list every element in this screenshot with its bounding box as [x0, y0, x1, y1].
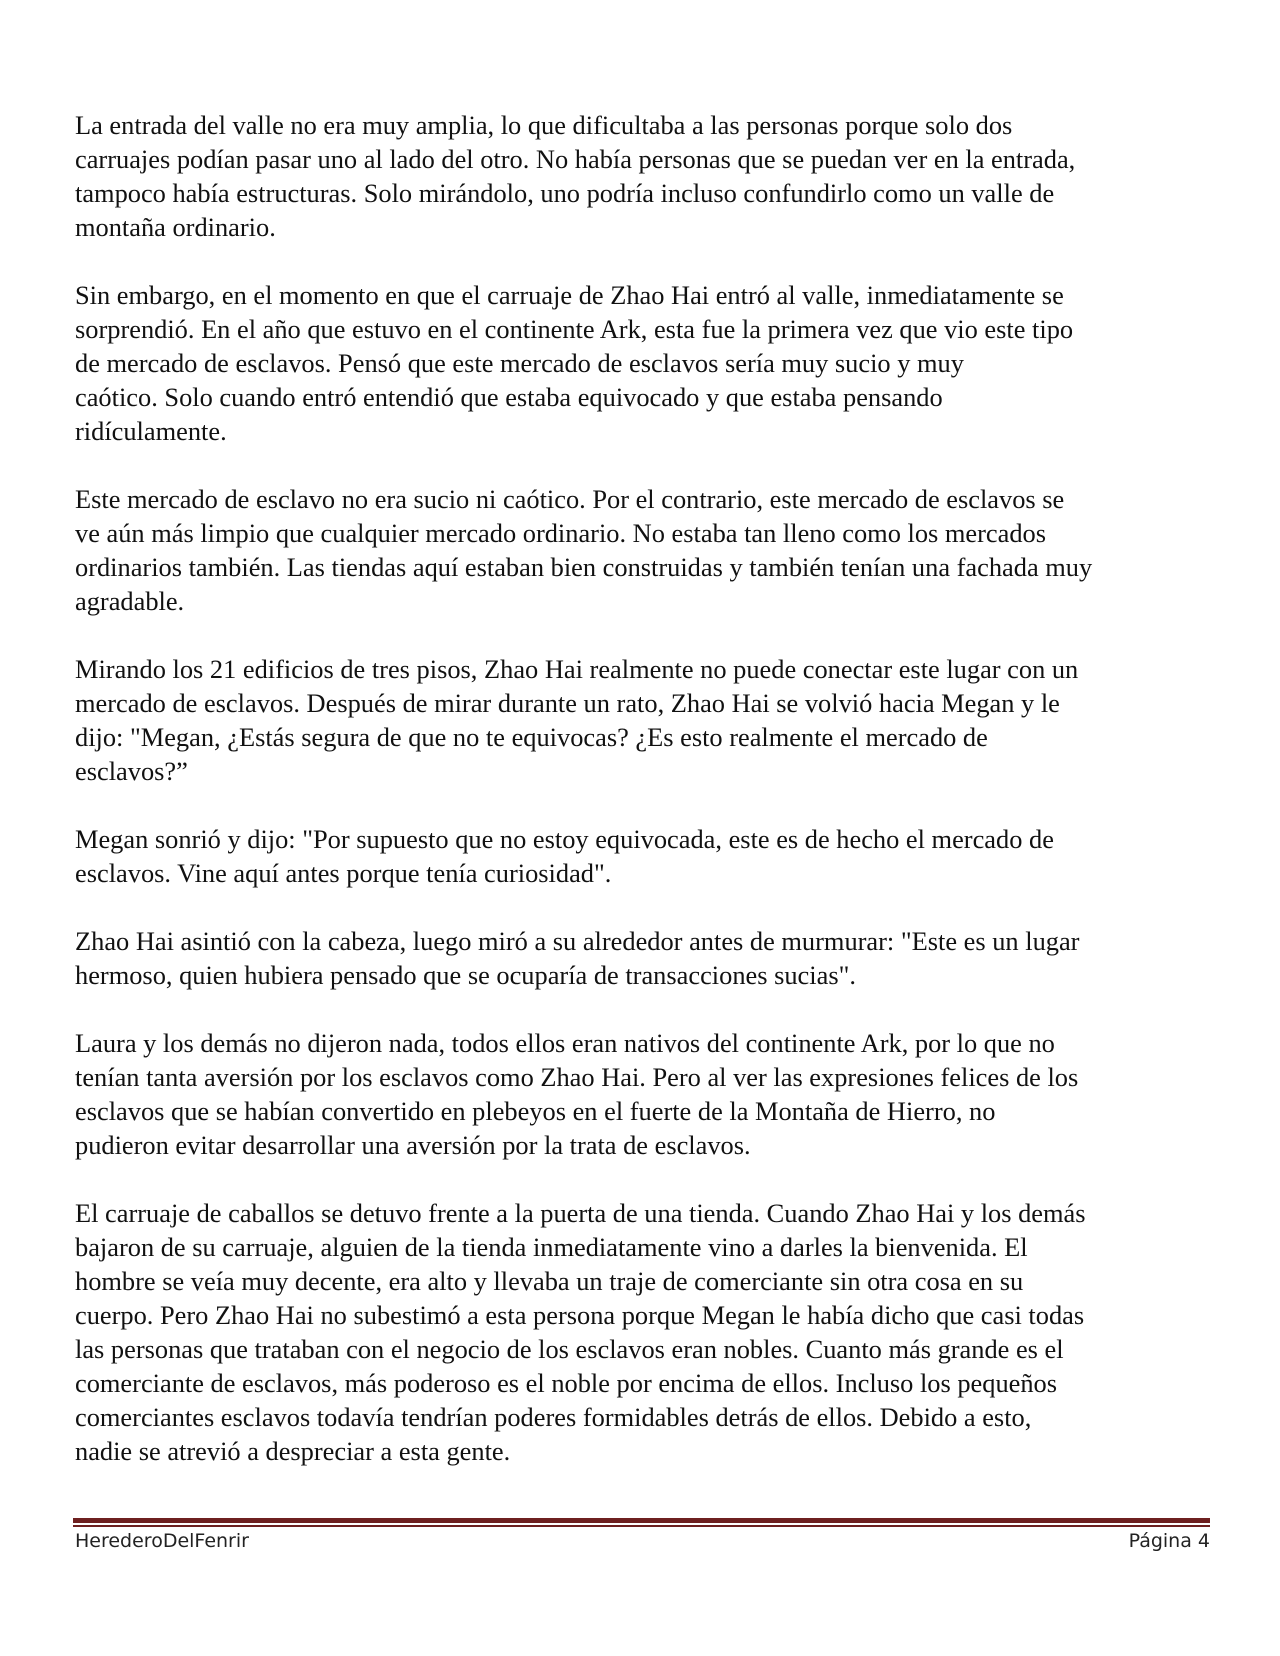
text-line: bajaron de su carruaje, alguien de la tienda inmediatamente vino a darles la bienvenida. El [75, 1232, 1028, 1262]
text-line: sorprendió. En el año que estuvo en el continente Ark, esta fue la primera vez que vio este tipo [75, 314, 1074, 344]
text-line: montaña ordinario. [75, 212, 276, 242]
document-body [75, 108, 1215, 1502]
text-line: ridículamente. [75, 416, 227, 446]
paragraph [75, 1196, 1215, 1468]
paragraph [75, 652, 1215, 788]
text-line: de mercado de esclavos. Pensó que este mercado de esclavos sería muy sucio y muy [75, 348, 964, 378]
text-line: ve aún más limpio que cualquier mercado ordinario. No estaba tan lleno como los mercados [75, 518, 1047, 548]
text-line: Este mercado de esclavo no era sucio ni caótico. Por el contrario, este mercado de esclavos se [75, 484, 1065, 514]
text-line: pudieron evitar desarrollar una aversión por la trata de esclavos. [75, 1130, 751, 1160]
text-line: tampoco había estructuras. Solo mirándolo, uno podría incluso confundirlo como un valle de [75, 178, 1055, 208]
text-line: las personas que trataban con el negocio de los esclavos eran nobles. Cuanto más grande es el [75, 1334, 1064, 1364]
text-line: El carruaje de caballos se detuvo frente a la puerta de una tienda. Cuando Zhao Hai y los demás [75, 1198, 1086, 1228]
paragraph [75, 822, 1215, 890]
text-line: nadie se atrevió a despreciar a esta gente. [75, 1436, 511, 1466]
text-line: esclavos que se habían convertido en plebeyos en el fuerte de la Montaña de Hierro, no [75, 1096, 996, 1126]
footer-divider-thin [73, 1525, 1210, 1527]
text-line: comerciante de esclavos, más poderoso es el noble por encima de ellos. Incluso los pequeños [75, 1368, 1058, 1398]
text-line: esclavos. Vine aquí antes porque tenía curiosidad". [75, 858, 612, 888]
text-line: cuerpo. Pero Zhao Hai no subestimó a esta persona porque Megan le había dicho que casi todas [75, 1300, 1085, 1330]
text-line: La entrada del valle no era muy amplia, lo que dificultaba a las personas porque solo dos [75, 110, 1013, 140]
text-line: comerciantes esclavos todavía tendrían poderes formidables detrás de ellos. Debido a esto, [75, 1402, 1032, 1432]
text-line: Sin embargo, en el momento en que el carruaje de Zhao Hai entró al valle, inmediatamente se [75, 280, 1064, 310]
text-line: dijo: "Megan, ¿Estás segura de que no te equivocas? ¿Es esto realmente el mercado de [75, 722, 988, 752]
text-line: tenían tanta aversión por los esclavos como Zhao Hai. Pero al ver las expresiones felices de los [75, 1062, 1079, 1092]
text-line: hombre se veía muy decente, era alto y llevaba un traje de comerciante sin otra cosa en su [75, 1266, 1024, 1296]
text-line: Mirando los 21 edificios de tres pisos, Zhao Hai realmente no puede conectar este lugar con un [75, 654, 1079, 684]
text-line: esclavos?” [75, 756, 188, 786]
text-line: caótico. Solo cuando entró entendió que estaba equivocado y que estaba pensando [75, 382, 943, 412]
text-line: carruajes podían pasar uno al lado del otro. No había personas que se puedan ver en la entrada, [75, 144, 1076, 174]
text-line: agradable. [75, 586, 185, 616]
paragraph [75, 924, 1215, 992]
paragraph [75, 482, 1215, 618]
text-line: hermoso, quien hubiera pensado que se ocuparía de transacciones sucias". [75, 960, 856, 990]
paragraph [75, 278, 1215, 448]
footer-divider [73, 1518, 1210, 1527]
text-line: Zhao Hai asintió con la cabeza, luego miró a su alrededor antes de murmurar: "Este es un lugar [75, 926, 1080, 956]
text-line: Megan sonrió y dijo: "Por supuesto que no estoy equivocada, este es de hecho el mercado de [75, 824, 1054, 854]
footer-author: HerederoDelFenrir [75, 1530, 249, 1552]
text-line: ordinarios también. Las tiendas aquí estaban bien construidas y también tenían una fachada muy [75, 552, 1093, 582]
paragraph [75, 108, 1215, 244]
paragraph [75, 1026, 1215, 1162]
text-line: Laura y los demás no dijeron nada, todos ellos eran nativos del continente Ark, por lo que no [75, 1028, 1055, 1058]
text-line: mercado de esclavos. Después de mirar durante un rato, Zhao Hai se volvió hacia Megan y le [75, 688, 1060, 718]
footer-page-number: Página 4 [1128, 1530, 1210, 1552]
